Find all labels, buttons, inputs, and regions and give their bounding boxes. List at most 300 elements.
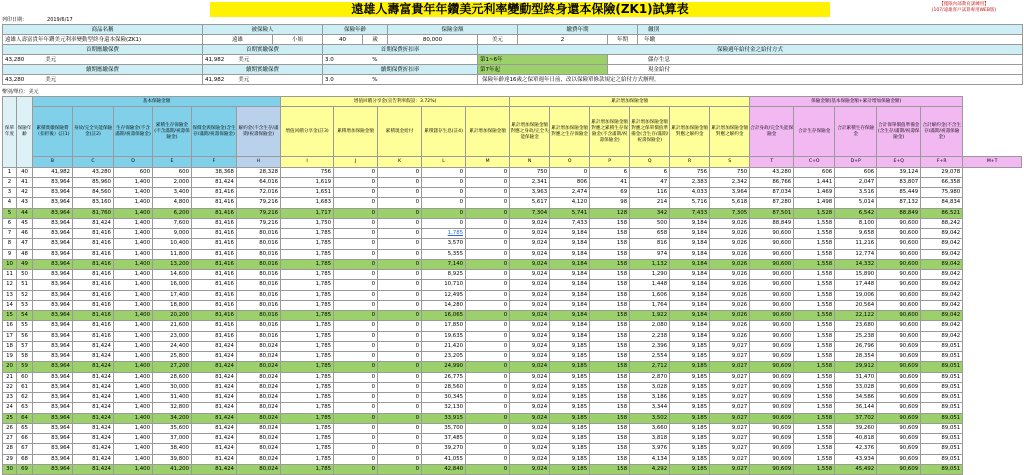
table-cell: 0 (334, 177, 378, 187)
table-cell: 9,184 (550, 331, 590, 341)
table-cell: 23,680 (835, 321, 877, 331)
note-line: (107/遠雄客戶試算專用WEB版) (931, 8, 997, 13)
table-cell: 80,016 (237, 321, 281, 331)
table-cell: 9,000 (153, 229, 192, 239)
table-cell: 84,560 (73, 188, 114, 198)
cell-age: 55 (17, 321, 33, 331)
table-cell: 80,016 (237, 249, 281, 259)
table-cell: 81,416 (192, 270, 237, 280)
table-cell: 90,600 (750, 249, 794, 259)
table-cell: 1,400 (114, 403, 153, 413)
table-cell: 89,042 (921, 280, 963, 290)
table-cell: 25,238 (835, 331, 877, 341)
table-cell: 1,400 (114, 413, 153, 423)
table-cell: 2,712 (630, 362, 670, 372)
col-letter: C (73, 157, 114, 167)
table-cell: 0 (466, 403, 510, 413)
cell-age: 41 (17, 177, 33, 187)
table-cell: 8,100 (835, 218, 877, 228)
table-cell: 90,609 (877, 403, 921, 413)
cell-year: 16 (3, 321, 17, 331)
table-cell: 1,785 (281, 403, 334, 413)
table-cell: 80,016 (237, 239, 281, 249)
table-cell: 43,934 (835, 454, 877, 464)
table-cell: 83,160 (73, 198, 114, 208)
table-cell: 9,024 (510, 280, 550, 290)
h-C: 身故/完全失能保險金(註2) (73, 107, 114, 157)
table-cell: 1,400 (114, 229, 153, 239)
table-cell: 6 (590, 167, 630, 177)
rate1-unit: % (372, 56, 378, 63)
table-cell: 38,400 (153, 444, 192, 454)
col-letter: B (33, 157, 73, 167)
cell-year: 6 (3, 218, 17, 228)
table-cell: 83,964 (33, 259, 73, 269)
internal-notes (905, 2, 1023, 14)
h-T1: 合計身故/完全失能保險金 (750, 107, 794, 157)
h-T4: 合計保單價值準備金(含生存/滿期/祝壽保險金) (877, 107, 921, 157)
table-cell: 1,558 (794, 362, 835, 372)
table-cell: 81,424 (73, 382, 114, 392)
table-cell: 89,051 (921, 464, 963, 474)
table-cell: 89,042 (921, 331, 963, 341)
table-cell: 80,016 (237, 280, 281, 290)
cell-year: 28 (3, 444, 17, 454)
table-cell: 1,400 (114, 331, 153, 341)
projection-rows (3, 167, 1022, 475)
table-cell: 81,424 (73, 372, 114, 382)
table-cell: 9,185 (670, 444, 710, 454)
table-cell: 37,702 (835, 413, 877, 423)
col-age: 保險年齡 (17, 97, 33, 168)
table-cell: 90,600 (877, 311, 921, 321)
cell-year: 20 (3, 362, 17, 372)
table-cell: 19,006 (835, 290, 877, 300)
cell-age: 40 (17, 167, 33, 177)
h-E: 累積生存保險金(不含滿期/祝壽保險金) (153, 107, 192, 157)
table-cell: 0 (378, 188, 422, 198)
table-cell: 0 (466, 259, 510, 269)
col-letter: M (466, 157, 510, 167)
table-cell: 1,400 (114, 362, 153, 372)
cell-age: 65 (17, 423, 33, 433)
table-cell: 9,024 (510, 393, 550, 403)
table-cell: 81,416 (192, 249, 237, 259)
table-cell: 2,554 (630, 352, 670, 362)
table-cell: 0 (334, 372, 378, 382)
table-cell: 79,216 (237, 208, 281, 218)
table-cell: 81,416 (192, 198, 237, 208)
table-cell: 90,609 (750, 382, 794, 392)
table-cell: 89,042 (921, 270, 963, 280)
cell-age: 42 (17, 188, 33, 198)
table-cell: 0 (378, 270, 422, 280)
h-D: 生存保險金(不含滿期/祝壽保險金) (114, 107, 153, 157)
table-cell: 1,785 (422, 229, 466, 239)
table-cell: 80,024 (237, 413, 281, 423)
table-cell: 28,328 (237, 167, 281, 177)
table-cell: 90,600 (750, 280, 794, 290)
grp-bonus: 增值回饋分享金(宣告利率假設：3.72%) (281, 97, 510, 107)
table-cell: 81,424 (192, 454, 237, 464)
table-cell: 98 (590, 198, 630, 208)
table-cell: 3,186 (630, 393, 670, 403)
table-row (3, 290, 1022, 300)
cell-age: 47 (17, 239, 33, 249)
table-cell: 0 (466, 198, 510, 208)
cell-age: 51 (17, 280, 33, 290)
table-cell: 9,184 (670, 229, 710, 239)
cell-age: 46 (17, 229, 33, 239)
table-cell: 2,383 (670, 177, 710, 187)
cell-year: 14 (3, 300, 17, 310)
currency-unit: 幣別/單位：美元 (2, 89, 39, 95)
table-cell: 0 (466, 382, 510, 392)
cell-year: 4 (3, 198, 17, 208)
table-cell: 9,184 (550, 259, 590, 269)
table-cell: 9,184 (670, 270, 710, 280)
table-cell: 9,184 (550, 290, 590, 300)
table-cell: 9,185 (670, 341, 710, 351)
table-cell: 41,982 (33, 167, 73, 177)
cell-year: 24 (3, 403, 17, 413)
table-cell: 9,026 (710, 290, 750, 300)
cell-year: 13 (3, 290, 17, 300)
table-cell: 0 (378, 464, 422, 474)
table-cell: 20,564 (835, 300, 877, 310)
table-cell: 81,424 (192, 352, 237, 362)
table-cell: 83,964 (33, 423, 73, 433)
table-cell: 80,024 (237, 444, 281, 454)
table-cell: 80,016 (237, 229, 281, 239)
cell-age: 44 (17, 208, 33, 218)
col-year: 保單年度 (3, 97, 17, 168)
table-cell: 90,609 (877, 352, 921, 362)
table-cell: 7,140 (422, 259, 466, 269)
table-cell: 90,600 (750, 311, 794, 321)
table-cell: 88,849 (877, 208, 921, 218)
table-cell: 47 (630, 177, 670, 187)
grp-total: 保險金額(基本保險金額+累計增加保險金額) (750, 97, 963, 107)
table-cell: 80,016 (237, 300, 281, 310)
table-cell: 1,498 (794, 198, 835, 208)
table-cell: 80,024 (237, 352, 281, 362)
table-cell: 81,416 (192, 300, 237, 310)
cell-year: 11 (3, 270, 17, 280)
table-cell: 80,016 (237, 290, 281, 300)
table-cell: 9,024 (510, 218, 550, 228)
table-cell: 1,558 (794, 249, 835, 259)
table-cell: 1,785 (281, 311, 334, 321)
table-cell: 0 (334, 208, 378, 218)
table-row (3, 362, 1022, 372)
table-row (3, 372, 1022, 382)
table-cell: 756 (670, 167, 710, 177)
cell-year: 19 (3, 352, 17, 362)
table-cell: 9,184 (670, 321, 710, 331)
table-cell: 1,558 (794, 352, 835, 362)
table-cell: 0 (466, 311, 510, 321)
table-cell: 83,964 (33, 218, 73, 228)
table-cell: 11,800 (153, 249, 192, 259)
table-cell: 86,521 (921, 208, 963, 218)
table-cell: 1,558 (794, 239, 835, 249)
cell-age: 52 (17, 290, 33, 300)
table-cell: 1,400 (114, 259, 153, 269)
sheet-title: 遠雄人壽富貴年年鑽美元利率變動型終身還本保險(ZK1)試算表 (210, 2, 830, 17)
table-cell: 158 (590, 372, 630, 382)
table-cell: 80,024 (237, 454, 281, 464)
table-cell: 158 (590, 290, 630, 300)
table-cell: 0 (334, 341, 378, 351)
cell-year: 12 (3, 280, 17, 290)
table-cell: 80,024 (237, 434, 281, 444)
cell-age: 49 (17, 259, 33, 269)
table-cell: 75,980 (921, 188, 963, 198)
table-cell: 9,024 (510, 454, 550, 464)
table-cell: 9,024 (510, 341, 550, 351)
table-cell: 0 (334, 300, 378, 310)
table-cell: 0 (378, 300, 422, 310)
table-cell: 1,448 (630, 280, 670, 290)
cell-year: 29 (3, 454, 17, 464)
table-cell: 9,024 (510, 311, 550, 321)
table-cell: 9,024 (510, 423, 550, 433)
table-cell: 0 (334, 403, 378, 413)
prem1-unit: 美元 (45, 56, 57, 63)
table-cell: 9,024 (510, 352, 550, 362)
table-cell: 0 (378, 413, 422, 423)
table-cell: 1,400 (114, 372, 153, 382)
table-cell: 81,424 (73, 362, 114, 372)
table-cell: 1,400 (114, 311, 153, 321)
table-cell: 2,870 (630, 372, 670, 382)
table-cell: 1,400 (114, 280, 153, 290)
table-cell: 83,964 (33, 321, 73, 331)
table-cell: 9,185 (550, 341, 590, 351)
table-cell: 90,609 (750, 423, 794, 433)
table-cell: 81,424 (73, 352, 114, 362)
table-row (3, 413, 1022, 423)
table-cell: 89,042 (921, 249, 963, 259)
table-row (3, 434, 1022, 444)
table-cell: 2,238 (630, 331, 670, 341)
table-cell: 0 (334, 444, 378, 454)
table-cell: 83,964 (33, 393, 73, 403)
table-cell: 0 (334, 352, 378, 362)
h-F: 保價金與保險金(含生存/滿期/祝壽保險金) (192, 107, 237, 157)
table-cell: 90,609 (750, 352, 794, 362)
table-cell: 2,341 (510, 177, 550, 187)
table-cell: 158 (590, 352, 630, 362)
table-cell: 83,964 (33, 280, 73, 290)
h-K: 累積現金給付 (378, 107, 422, 157)
h-T5: 合計解約金(不含生存/滿期/祝壽保險金) (921, 107, 963, 157)
table-cell: 0 (334, 423, 378, 433)
table-cell: 6,542 (835, 208, 877, 218)
table-cell: 1,558 (794, 331, 835, 341)
cell-year: 26 (3, 423, 17, 433)
sum-value: 80,000 (388, 35, 478, 45)
table-row (3, 393, 1022, 403)
col-letter: F (192, 157, 237, 167)
table-cell: 84,834 (921, 198, 963, 208)
table-cell: 81,416 (73, 321, 114, 331)
table-cell: 1,558 (794, 393, 835, 403)
table-cell: 0 (466, 423, 510, 433)
table-cell: 9,185 (670, 382, 710, 392)
table-cell: 14,600 (153, 270, 192, 280)
cell-year: 8 (3, 239, 17, 249)
col-letter: E (153, 157, 192, 167)
table-row (3, 167, 1022, 177)
table-cell: 89,051 (921, 362, 963, 372)
table-cell: 9,026 (710, 321, 750, 331)
table-cell: 0 (378, 341, 422, 351)
table-cell: 16,000 (153, 280, 192, 290)
table-cell: 9,024 (510, 434, 550, 444)
table-cell: 32,800 (153, 403, 192, 413)
table-cell: 81,424 (192, 362, 237, 372)
table-cell: 81,424 (192, 423, 237, 433)
table-cell: 83,807 (877, 177, 921, 187)
cell-age: 56 (17, 331, 33, 341)
table-cell: 158 (590, 341, 630, 351)
table-cell: 0 (466, 290, 510, 300)
table-cell: 5,355 (422, 249, 466, 259)
table-cell: 158 (590, 362, 630, 372)
cell-age: 67 (17, 444, 33, 454)
table-cell: 9,185 (550, 413, 590, 423)
table-row (3, 341, 1022, 351)
table-cell: 4,800 (153, 198, 192, 208)
table-cell: 39,800 (153, 454, 192, 464)
col-letter: R (670, 157, 710, 167)
h-M: 累計增加保險金額 (466, 107, 510, 157)
table-cell: 0 (378, 362, 422, 372)
table-cell: 83,964 (33, 382, 73, 392)
table-cell: 1,785 (281, 423, 334, 433)
table-cell: 1,750 (281, 218, 334, 228)
table-cell: 0 (334, 382, 378, 392)
prem3-unit: 美元 (45, 76, 57, 83)
table-cell: 90,609 (750, 454, 794, 464)
table-cell: 89,042 (921, 290, 963, 300)
col-letter: Q (630, 157, 670, 167)
h-pay: 保險週年給付金之給付方式 (478, 45, 1023, 55)
table-cell: 89,042 (921, 321, 963, 331)
table-cell: 158 (590, 434, 630, 444)
table-cell: 83,964 (33, 372, 73, 382)
table-cell: 9,184 (670, 218, 710, 228)
table-cell: 0 (334, 413, 378, 423)
table-cell: 0 (334, 434, 378, 444)
table-cell: 1,785 (281, 444, 334, 454)
table-cell: 600 (114, 167, 153, 177)
table-row (3, 444, 1022, 454)
col-letter: T (750, 157, 794, 167)
table-cell: 28,560 (422, 382, 466, 392)
table-cell: 81,424 (192, 413, 237, 423)
table-cell: 9,185 (550, 382, 590, 392)
table-cell: 9,184 (670, 300, 710, 310)
col-letter: H (237, 157, 281, 167)
table-row (3, 321, 1022, 331)
table-cell: 90,609 (750, 362, 794, 372)
table-cell: 158 (590, 239, 630, 249)
table-cell: 1,400 (114, 393, 153, 403)
table-cell: 72,016 (237, 188, 281, 198)
table-cell: 0 (378, 311, 422, 321)
table-cell: 3,964 (710, 188, 750, 198)
table-cell: 28,354 (835, 352, 877, 362)
table-cell: 1,785 (281, 331, 334, 341)
table-cell: 29,078 (921, 167, 963, 177)
table-cell: 0 (378, 454, 422, 464)
table-cell: 89,042 (921, 300, 963, 310)
table-cell: 9,184 (550, 270, 590, 280)
table-cell: 88,242 (921, 218, 963, 228)
cell-year: 18 (3, 341, 17, 351)
table-cell: 26,796 (835, 341, 877, 351)
h-type: 繳別 (638, 25, 1023, 35)
table-cell: 158 (590, 464, 630, 474)
table-cell: 83,964 (33, 249, 73, 259)
col-letter: E+Q (877, 157, 921, 167)
table-cell: 81,416 (192, 208, 237, 218)
table-cell: 3,963 (510, 188, 550, 198)
table-cell: 9,185 (670, 464, 710, 474)
table-cell: 9,184 (550, 280, 590, 290)
table-cell: 10,400 (153, 239, 192, 249)
table-cell: 14,332 (835, 259, 877, 269)
table-cell: 32,130 (422, 403, 466, 413)
table-cell: 9,027 (710, 341, 750, 351)
table-cell: 9,185 (670, 423, 710, 433)
table-cell: 29,912 (835, 362, 877, 372)
cell-year: 17 (3, 331, 17, 341)
table-cell: 1,558 (794, 270, 835, 280)
insured-sex: 小姐 (273, 35, 323, 45)
table-cell: 90,600 (750, 270, 794, 280)
h-prem2: 首期實繳保費 (203, 45, 323, 55)
table-cell: 81,416 (192, 218, 237, 228)
cell-year: 30 (3, 464, 17, 474)
table-row (3, 464, 1022, 474)
table-cell: 90,609 (750, 403, 794, 413)
table-cell: 1,400 (114, 321, 153, 331)
table-cell: 2,474 (550, 188, 590, 198)
table-cell: 9,184 (670, 259, 710, 269)
table-cell: 81,424 (73, 434, 114, 444)
table-cell: 1,558 (794, 229, 835, 239)
pay2: 現金給付 (608, 65, 1023, 75)
table-cell: 116 (630, 188, 670, 198)
table-cell: 90,600 (877, 249, 921, 259)
table-cell: 600 (153, 167, 192, 177)
table-cell: 90,600 (877, 218, 921, 228)
table-cell: 81,416 (192, 188, 237, 198)
cell-year: 23 (3, 393, 17, 403)
table-row (3, 270, 1022, 280)
table-cell: 9,027 (710, 362, 750, 372)
table-cell: 5,617 (510, 198, 550, 208)
table-cell: 9,184 (670, 249, 710, 259)
col-letter: L (422, 157, 466, 167)
table-cell: 90,609 (877, 454, 921, 464)
prem4-unit: 美元 (238, 76, 250, 83)
table-cell: 5,716 (670, 198, 710, 208)
